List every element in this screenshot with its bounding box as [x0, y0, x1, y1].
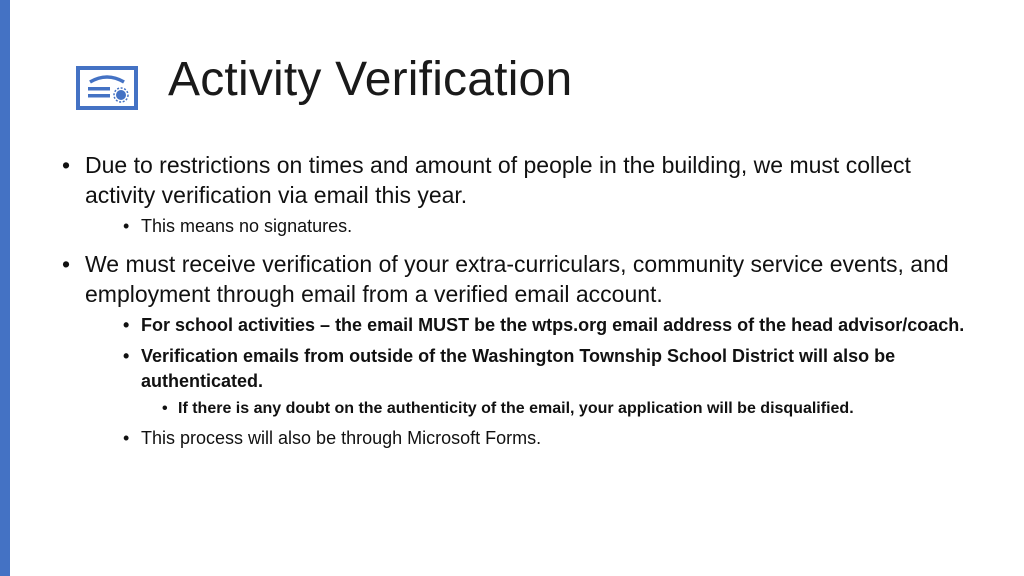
bullet-item-2: [62, 249, 982, 309]
certificate-icon: [76, 66, 138, 110]
bullet-item-1: [62, 150, 982, 210]
bullet-text: We must receive verification of your extra-curriculars, community service events, and employment through email from a verified email account.: [85, 251, 949, 307]
bullet-marker: •: [162, 400, 168, 417]
sub-bullet-item: [123, 214, 982, 239]
slide-body: [62, 150, 982, 451]
bullet-text: Verification emails from outside of the Washington Township School District will also be authenticated.: [141, 346, 896, 391]
bullet-text: If there is any doubt on the authenticity of the email, your application will be disqualified.: [178, 400, 854, 417]
bullet-text: For school activities – the email MUST be the wtps.org email address of the head advisor/coach.: [141, 315, 965, 335]
sub-bullet-item: [123, 313, 982, 338]
bullet-marker: •: [123, 315, 130, 335]
slide-title: Activity Verification: [168, 53, 573, 106]
bullet-text: This process will also be through Microsoft Forms.: [141, 428, 542, 448]
sub-sub-bullet-item: [162, 398, 982, 420]
bullet-marker: •: [123, 428, 130, 448]
bullet-marker: •: [62, 251, 71, 277]
bullet-marker: •: [62, 152, 71, 178]
sub-bullet-item: [123, 426, 982, 451]
sub-bullet-item: [123, 344, 982, 394]
bullet-marker: •: [123, 216, 130, 236]
left-accent-bar: [0, 0, 10, 576]
bullet-text: Due to restrictions on times and amount of people in the building, we must collect activity verification via email this year.: [85, 152, 911, 208]
bullet-text: This means no signatures.: [141, 216, 353, 236]
bullet-marker: •: [123, 346, 130, 366]
